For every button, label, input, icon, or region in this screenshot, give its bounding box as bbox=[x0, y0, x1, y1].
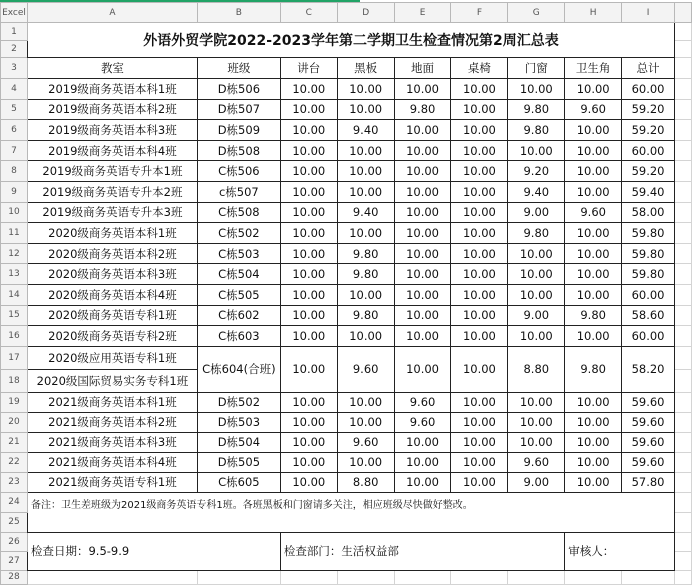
score-cell[interactable]: 10.00 bbox=[508, 140, 565, 161]
score-cell[interactable]: 10.00 bbox=[451, 161, 508, 182]
row-header[interactable]: 5 bbox=[1, 99, 28, 120]
score-cell[interactable]: 10.00 bbox=[394, 181, 451, 202]
empty-cell[interactable] bbox=[675, 243, 692, 264]
score-cell[interactable]: 10.00 bbox=[565, 264, 622, 285]
class-name-cell[interactable]: 2020级国际贸易实务专科1班 bbox=[27, 369, 197, 392]
sheet-row bbox=[1, 181, 692, 202]
score-cell[interactable]: 10.00 bbox=[565, 181, 622, 202]
sheet-row bbox=[1, 570, 692, 584]
class-name-cell[interactable]: 2019级商务英语专升本2班 bbox=[27, 181, 197, 202]
score-cell[interactable]: 60.00 bbox=[622, 79, 675, 100]
room-cell[interactable]: D栋504 bbox=[197, 432, 280, 452]
score-cell[interactable]: 10.00 bbox=[451, 412, 508, 432]
sheet-row bbox=[1, 326, 692, 347]
empty-cell[interactable] bbox=[451, 570, 508, 584]
row-header[interactable]: 15 bbox=[1, 305, 28, 326]
empty-cell[interactable] bbox=[675, 369, 692, 392]
score-cell[interactable]: 10.00 bbox=[451, 305, 508, 326]
score-cell[interactable]: 9.80 bbox=[337, 305, 394, 326]
class-name-cell[interactable]: 2021级商务英语本科2班 bbox=[27, 412, 197, 432]
score-cell[interactable]: 10.00 bbox=[337, 161, 394, 182]
score-cell[interactable]: 10.00 bbox=[280, 326, 337, 347]
empty-cell[interactable] bbox=[197, 570, 280, 584]
score-cell[interactable]: 10.00 bbox=[337, 284, 394, 305]
room-cell[interactable]: C栋506 bbox=[197, 161, 280, 182]
column-header-a[interactable]: A bbox=[27, 3, 197, 23]
score-cell[interactable]: 10.00 bbox=[508, 243, 565, 264]
empty-cell[interactable] bbox=[565, 570, 622, 584]
inspection-date-cell[interactable]: 检查日期：9.5-9.9 bbox=[27, 532, 280, 570]
score-cell[interactable]: 9.60 bbox=[565, 99, 622, 120]
empty-cell[interactable] bbox=[675, 202, 692, 223]
room-cell[interactable]: D栋507 bbox=[197, 99, 280, 120]
score-cell[interactable]: 9.80 bbox=[337, 243, 394, 264]
score-cell[interactable]: 9.60 bbox=[394, 392, 451, 412]
score-cell[interactable]: 59.80 bbox=[622, 264, 675, 285]
score-cell[interactable]: 58.20 bbox=[622, 346, 675, 392]
score-cell[interactable]: 10.00 bbox=[337, 223, 394, 244]
row-header[interactable]: 19 bbox=[1, 392, 28, 412]
row-header[interactable]: 13 bbox=[1, 264, 28, 285]
score-cell[interactable]: 10.00 bbox=[394, 264, 451, 285]
score-cell[interactable]: 10.00 bbox=[280, 120, 337, 141]
sheet-row bbox=[1, 412, 692, 432]
room-cell[interactable]: D栋503 bbox=[197, 412, 280, 432]
score-cell[interactable]: 9.80 bbox=[508, 120, 565, 141]
sheet-row bbox=[1, 140, 692, 161]
empty-cell[interactable] bbox=[675, 326, 692, 347]
score-cell[interactable]: 10.00 bbox=[394, 346, 451, 392]
score-cell[interactable]: 10.00 bbox=[394, 472, 451, 492]
empty-cell[interactable] bbox=[675, 23, 692, 41]
empty-cell[interactable] bbox=[675, 392, 692, 412]
score-cell[interactable]: 10.00 bbox=[280, 452, 337, 472]
score-cell[interactable]: 10.00 bbox=[451, 346, 508, 392]
score-cell[interactable]: 10.00 bbox=[337, 452, 394, 472]
header-cell[interactable]: 地面 bbox=[394, 58, 451, 79]
room-cell[interactable]: C栋605 bbox=[197, 472, 280, 492]
sheet-row bbox=[1, 223, 692, 244]
class-name-cell[interactable]: 2020级商务英语本科1班 bbox=[27, 223, 197, 244]
score-cell[interactable]: 9.60 bbox=[337, 432, 394, 452]
score-cell[interactable]: 59.60 bbox=[622, 452, 675, 472]
select-all-corner[interactable]: Excel bbox=[1, 3, 28, 23]
score-cell[interactable]: 59.60 bbox=[622, 392, 675, 412]
score-cell[interactable]: 10.00 bbox=[451, 202, 508, 223]
empty-cell[interactable] bbox=[675, 223, 692, 244]
empty-cell[interactable] bbox=[675, 140, 692, 161]
score-cell[interactable]: 10.00 bbox=[280, 305, 337, 326]
room-cell[interactable]: C栋603 bbox=[197, 326, 280, 347]
empty-cell[interactable] bbox=[280, 570, 337, 584]
score-cell[interactable]: 10.00 bbox=[280, 412, 337, 432]
score-cell[interactable]: 10.00 bbox=[394, 79, 451, 100]
reviewer-cell[interactable]: 审核人： bbox=[565, 532, 675, 570]
room-cell[interactable]: C栋602 bbox=[197, 305, 280, 326]
inspection-dept-cell[interactable]: 检查部门：生活权益部 bbox=[280, 532, 564, 570]
score-cell[interactable]: 10.00 bbox=[337, 326, 394, 347]
row-header[interactable]: 18 bbox=[1, 369, 28, 392]
sheet-row bbox=[1, 432, 692, 452]
remarks-cell[interactable]: 备注：卫生差班级为2021级商务英语专科1班。各班黑板和门窗请多关注，相应班级尽快做好整改。 bbox=[27, 492, 674, 532]
score-cell[interactable]: 10.00 bbox=[508, 79, 565, 100]
header-cell[interactable]: 班级 bbox=[197, 58, 280, 79]
score-cell[interactable]: 10.00 bbox=[394, 305, 451, 326]
class-name-cell[interactable]: 2019级商务英语本科1班 bbox=[27, 79, 197, 100]
score-cell[interactable]: 10.00 bbox=[394, 223, 451, 244]
score-cell[interactable]: 10.00 bbox=[565, 79, 622, 100]
score-cell[interactable]: 10.00 bbox=[451, 284, 508, 305]
class-name-cell[interactable]: 2020级应用英语专科1班 bbox=[27, 346, 197, 369]
column-header-e[interactable]: E bbox=[394, 3, 451, 23]
score-cell[interactable]: 9.80 bbox=[565, 305, 622, 326]
empty-cell[interactable] bbox=[675, 551, 692, 570]
column-header-extra[interactable] bbox=[675, 3, 692, 23]
empty-cell[interactable] bbox=[675, 264, 692, 285]
score-cell[interactable]: 10.00 bbox=[280, 99, 337, 120]
score-cell[interactable]: 9.40 bbox=[337, 202, 394, 223]
room-cell[interactable]: c栋507 bbox=[197, 181, 280, 202]
score-cell[interactable]: 9.60 bbox=[565, 202, 622, 223]
empty-cell[interactable] bbox=[394, 570, 451, 584]
empty-cell[interactable] bbox=[675, 99, 692, 120]
row-header[interactable]: 21 bbox=[1, 432, 28, 452]
class-name-cell[interactable]: 2020级商务英语专科2班 bbox=[27, 326, 197, 347]
score-cell[interactable]: 10.00 bbox=[280, 161, 337, 182]
sheet-row bbox=[1, 392, 692, 412]
score-cell[interactable]: 9.60 bbox=[508, 452, 565, 472]
score-cell[interactable]: 9.80 bbox=[337, 264, 394, 285]
score-cell[interactable]: 10.00 bbox=[565, 452, 622, 472]
score-cell[interactable]: 10.00 bbox=[280, 346, 337, 392]
row-header[interactable]: 11 bbox=[1, 223, 28, 244]
class-name-cell[interactable]: 2019级商务英语本科2班 bbox=[27, 99, 197, 120]
row-header[interactable]: 10 bbox=[1, 202, 28, 223]
empty-cell[interactable] bbox=[675, 161, 692, 182]
score-cell[interactable]: 10.00 bbox=[565, 161, 622, 182]
score-cell[interactable]: 10.00 bbox=[508, 264, 565, 285]
score-cell[interactable]: 59.60 bbox=[622, 412, 675, 432]
score-cell[interactable]: 9.80 bbox=[508, 99, 565, 120]
header-cell[interactable]: 黑板 bbox=[337, 58, 394, 79]
class-name-cell[interactable]: 2021级商务英语本科3班 bbox=[27, 432, 197, 452]
score-cell[interactable]: 10.00 bbox=[394, 202, 451, 223]
room-cell[interactable]: D栋509 bbox=[197, 120, 280, 141]
score-cell[interactable]: 10.00 bbox=[565, 412, 622, 432]
score-cell[interactable]: 10.00 bbox=[280, 432, 337, 452]
row-header[interactable]: 20 bbox=[1, 412, 28, 432]
score-cell[interactable]: 10.00 bbox=[451, 472, 508, 492]
score-cell[interactable]: 10.00 bbox=[451, 223, 508, 244]
score-cell[interactable]: 9.60 bbox=[337, 346, 394, 392]
empty-cell[interactable] bbox=[27, 570, 197, 584]
header-cell[interactable]: 卫生角 bbox=[565, 58, 622, 79]
score-cell[interactable]: 10.00 bbox=[508, 392, 565, 412]
score-cell[interactable]: 10.00 bbox=[565, 432, 622, 452]
score-cell[interactable]: 10.00 bbox=[280, 472, 337, 492]
sheet-row bbox=[1, 99, 692, 120]
score-cell[interactable]: 10.00 bbox=[451, 326, 508, 347]
score-cell[interactable]: 10.00 bbox=[508, 284, 565, 305]
score-cell[interactable]: 8.80 bbox=[337, 472, 394, 492]
score-cell[interactable]: 10.00 bbox=[280, 140, 337, 161]
score-cell[interactable]: 10.00 bbox=[337, 412, 394, 432]
score-cell[interactable]: 10.00 bbox=[394, 120, 451, 141]
class-name-cell[interactable]: 2020级商务英语专科1班 bbox=[27, 305, 197, 326]
spreadsheet-grid[interactable] bbox=[0, 2, 692, 585]
row-header[interactable]: 4 bbox=[1, 79, 28, 100]
score-cell[interactable]: 58.60 bbox=[622, 305, 675, 326]
score-cell[interactable]: 10.00 bbox=[565, 140, 622, 161]
score-cell[interactable]: 10.00 bbox=[280, 181, 337, 202]
score-cell[interactable]: 10.00 bbox=[280, 223, 337, 244]
score-cell[interactable]: 9.80 bbox=[565, 346, 622, 392]
score-cell[interactable]: 10.00 bbox=[565, 120, 622, 141]
score-cell[interactable]: 10.00 bbox=[337, 79, 394, 100]
empty-cell[interactable] bbox=[675, 492, 692, 512]
row-header[interactable]: 22 bbox=[1, 452, 28, 472]
score-cell[interactable]: 10.00 bbox=[508, 432, 565, 452]
sheet-row bbox=[1, 79, 692, 100]
score-cell[interactable]: 59.20 bbox=[622, 161, 675, 182]
score-cell[interactable]: 10.00 bbox=[394, 140, 451, 161]
empty-cell[interactable] bbox=[675, 181, 692, 202]
score-cell[interactable]: 10.00 bbox=[394, 452, 451, 472]
class-name-cell[interactable]: 2019级商务英语本科4班 bbox=[27, 140, 197, 161]
score-cell[interactable]: 10.00 bbox=[451, 79, 508, 100]
column-header-d[interactable]: D bbox=[337, 3, 394, 23]
score-cell[interactable]: 10.00 bbox=[451, 264, 508, 285]
score-cell[interactable]: 10.00 bbox=[565, 223, 622, 244]
row-header[interactable]: 16 bbox=[1, 326, 28, 347]
header-cell[interactable]: 总计 bbox=[622, 58, 675, 79]
empty-cell[interactable] bbox=[675, 346, 692, 369]
score-cell[interactable]: 10.00 bbox=[565, 243, 622, 264]
sheet-row bbox=[1, 264, 692, 285]
score-cell[interactable]: 10.00 bbox=[394, 326, 451, 347]
sheet-row bbox=[1, 532, 692, 551]
score-cell[interactable]: 59.20 bbox=[622, 120, 675, 141]
score-cell[interactable]: 10.00 bbox=[394, 284, 451, 305]
row-header[interactable]: 14 bbox=[1, 284, 28, 305]
sheet-row bbox=[1, 305, 692, 326]
room-cell[interactable]: D栋506 bbox=[197, 79, 280, 100]
row-header[interactable]: 23 bbox=[1, 472, 28, 492]
score-cell[interactable]: 10.00 bbox=[394, 161, 451, 182]
sheet-row bbox=[1, 3, 692, 23]
empty-cell[interactable] bbox=[675, 79, 692, 100]
score-cell[interactable]: 10.00 bbox=[280, 202, 337, 223]
class-name-cell[interactable]: 2020级商务英语本科2班 bbox=[27, 243, 197, 264]
row-header[interactable]: 6 bbox=[1, 120, 28, 141]
score-cell[interactable]: 9.00 bbox=[508, 305, 565, 326]
empty-cell[interactable] bbox=[675, 41, 692, 58]
room-cell[interactable]: D栋505 bbox=[197, 452, 280, 472]
empty-cell[interactable] bbox=[675, 120, 692, 141]
score-cell[interactable]: 10.00 bbox=[508, 326, 565, 347]
row-header[interactable]: 8 bbox=[1, 161, 28, 182]
score-cell[interactable]: 9.00 bbox=[508, 472, 565, 492]
score-cell[interactable]: 10.00 bbox=[451, 452, 508, 472]
room-cell[interactable]: D栋502 bbox=[197, 392, 280, 412]
empty-cell[interactable] bbox=[675, 472, 692, 492]
score-cell[interactable]: 10.00 bbox=[280, 79, 337, 100]
score-cell[interactable]: 59.80 bbox=[622, 223, 675, 244]
sheet-title[interactable]: 外语外贸学院2022-2023学年第二学期卫生检查情况第2周汇总表 bbox=[27, 23, 674, 58]
class-name-cell[interactable]: 2019级商务英语专升本3班 bbox=[27, 202, 197, 223]
row-header[interactable]: 25 bbox=[1, 512, 28, 532]
score-cell[interactable]: 59.60 bbox=[622, 432, 675, 452]
empty-cell[interactable] bbox=[622, 570, 675, 584]
empty-cell[interactable] bbox=[675, 58, 692, 79]
score-cell[interactable]: 10.00 bbox=[508, 412, 565, 432]
score-cell[interactable]: 10.00 bbox=[280, 284, 337, 305]
score-cell[interactable]: 9.40 bbox=[508, 181, 565, 202]
row-header[interactable]: 2 bbox=[1, 41, 28, 58]
empty-cell[interactable] bbox=[675, 412, 692, 432]
score-cell[interactable]: 60.00 bbox=[622, 140, 675, 161]
score-cell[interactable]: 8.80 bbox=[508, 346, 565, 392]
score-cell[interactable]: 58.00 bbox=[622, 202, 675, 223]
score-cell[interactable]: 9.60 bbox=[394, 412, 451, 432]
score-cell[interactable]: 10.00 bbox=[565, 392, 622, 412]
class-name-cell[interactable]: 2021级商务英语本科4班 bbox=[27, 452, 197, 472]
sheet-row bbox=[1, 23, 692, 41]
header-cell[interactable]: 讲台 bbox=[280, 58, 337, 79]
row-header[interactable]: 24 bbox=[1, 492, 28, 512]
sheet-row bbox=[1, 202, 692, 223]
column-header-c[interactable]: C bbox=[280, 3, 337, 23]
header-cell[interactable]: 桌椅 bbox=[451, 58, 508, 79]
empty-cell[interactable] bbox=[675, 452, 692, 472]
room-cell[interactable]: C栋504 bbox=[197, 264, 280, 285]
room-cell[interactable]: C栋508 bbox=[197, 202, 280, 223]
sheet-row bbox=[1, 58, 692, 79]
class-name-cell[interactable]: 2021级商务英语专科1班 bbox=[27, 472, 197, 492]
room-cell[interactable]: C栋505 bbox=[197, 284, 280, 305]
row-header[interactable]: 9 bbox=[1, 181, 28, 202]
class-name-cell[interactable]: 2020级商务英语本科4班 bbox=[27, 284, 197, 305]
class-name-cell[interactable]: 2019级商务英语专升本1班 bbox=[27, 161, 197, 182]
score-cell[interactable]: 10.00 bbox=[337, 181, 394, 202]
score-cell[interactable]: 10.00 bbox=[337, 392, 394, 412]
score-cell[interactable]: 10.00 bbox=[451, 432, 508, 452]
score-cell[interactable]: 10.00 bbox=[280, 243, 337, 264]
row-header[interactable]: 12 bbox=[1, 243, 28, 264]
score-cell[interactable]: 10.00 bbox=[337, 140, 394, 161]
score-cell[interactable]: 9.80 bbox=[394, 99, 451, 120]
score-cell[interactable]: 9.00 bbox=[508, 202, 565, 223]
score-cell[interactable]: 59.20 bbox=[622, 99, 675, 120]
empty-cell[interactable] bbox=[675, 432, 692, 452]
row-header[interactable]: 27 bbox=[1, 551, 28, 570]
column-header-b[interactable]: B bbox=[197, 3, 280, 23]
score-cell[interactable]: 10.00 bbox=[451, 99, 508, 120]
score-cell[interactable]: 10.00 bbox=[451, 392, 508, 412]
score-cell[interactable]: 59.80 bbox=[622, 243, 675, 264]
score-cell[interactable]: 10.00 bbox=[280, 392, 337, 412]
room-cell[interactable]: C栋604(合班) bbox=[197, 346, 280, 392]
score-cell[interactable]: 10.00 bbox=[280, 264, 337, 285]
score-cell[interactable]: 59.40 bbox=[622, 181, 675, 202]
score-cell[interactable]: 60.00 bbox=[622, 284, 675, 305]
column-header-f[interactable]: F bbox=[451, 3, 508, 23]
row-header[interactable]: 1 bbox=[1, 23, 28, 41]
class-name-cell[interactable]: 2020级商务英语本科3班 bbox=[27, 264, 197, 285]
room-cell[interactable]: C栋502 bbox=[197, 223, 280, 244]
empty-cell[interactable] bbox=[337, 570, 394, 584]
class-name-cell[interactable]: 2021级商务英语本科1班 bbox=[27, 392, 197, 412]
header-cell[interactable]: 门窗 bbox=[508, 58, 565, 79]
score-cell[interactable]: 10.00 bbox=[565, 284, 622, 305]
row-header[interactable]: 3 bbox=[1, 58, 28, 79]
score-cell[interactable]: 10.00 bbox=[565, 326, 622, 347]
score-cell[interactable]: 9.40 bbox=[337, 120, 394, 141]
row-header[interactable]: 28 bbox=[1, 570, 28, 584]
score-cell[interactable]: 10.00 bbox=[394, 243, 451, 264]
score-cell[interactable]: 57.80 bbox=[622, 472, 675, 492]
class-name-cell[interactable]: 2019级商务英语本科3班 bbox=[27, 120, 197, 141]
empty-cell[interactable] bbox=[675, 532, 692, 551]
header-cell[interactable]: 教室 bbox=[27, 58, 197, 79]
score-cell[interactable]: 10.00 bbox=[451, 140, 508, 161]
score-cell[interactable]: 10.00 bbox=[451, 120, 508, 141]
sheet-row bbox=[1, 492, 692, 512]
row-header[interactable]: 17 bbox=[1, 346, 28, 369]
score-cell[interactable]: 9.80 bbox=[508, 223, 565, 244]
score-cell[interactable]: 10.00 bbox=[451, 181, 508, 202]
sheet-row bbox=[1, 161, 692, 182]
sheet-row bbox=[1, 243, 692, 264]
room-cell[interactable]: D栋508 bbox=[197, 140, 280, 161]
room-cell[interactable]: C栋503 bbox=[197, 243, 280, 264]
score-cell[interactable]: 60.00 bbox=[622, 326, 675, 347]
column-header-h[interactable]: H bbox=[565, 3, 622, 23]
score-cell[interactable]: 10.00 bbox=[451, 243, 508, 264]
empty-cell[interactable] bbox=[675, 284, 692, 305]
score-cell[interactable]: 10.00 bbox=[565, 472, 622, 492]
sheet-row bbox=[1, 472, 692, 492]
sheet-row bbox=[1, 346, 692, 369]
empty-cell[interactable] bbox=[675, 570, 692, 584]
empty-cell[interactable] bbox=[508, 570, 565, 584]
row-header[interactable]: 7 bbox=[1, 140, 28, 161]
empty-cell[interactable] bbox=[675, 305, 692, 326]
row-header[interactable]: 26 bbox=[1, 532, 28, 551]
sheet-row bbox=[1, 120, 692, 141]
sheet-row bbox=[1, 452, 692, 472]
score-cell[interactable]: 10.00 bbox=[337, 99, 394, 120]
score-cell[interactable]: 9.20 bbox=[508, 161, 565, 182]
sheet-row bbox=[1, 284, 692, 305]
empty-cell[interactable] bbox=[675, 512, 692, 532]
column-header-g[interactable]: G bbox=[508, 3, 565, 23]
column-header-i[interactable]: I bbox=[622, 3, 675, 23]
score-cell[interactable]: 10.00 bbox=[394, 432, 451, 452]
